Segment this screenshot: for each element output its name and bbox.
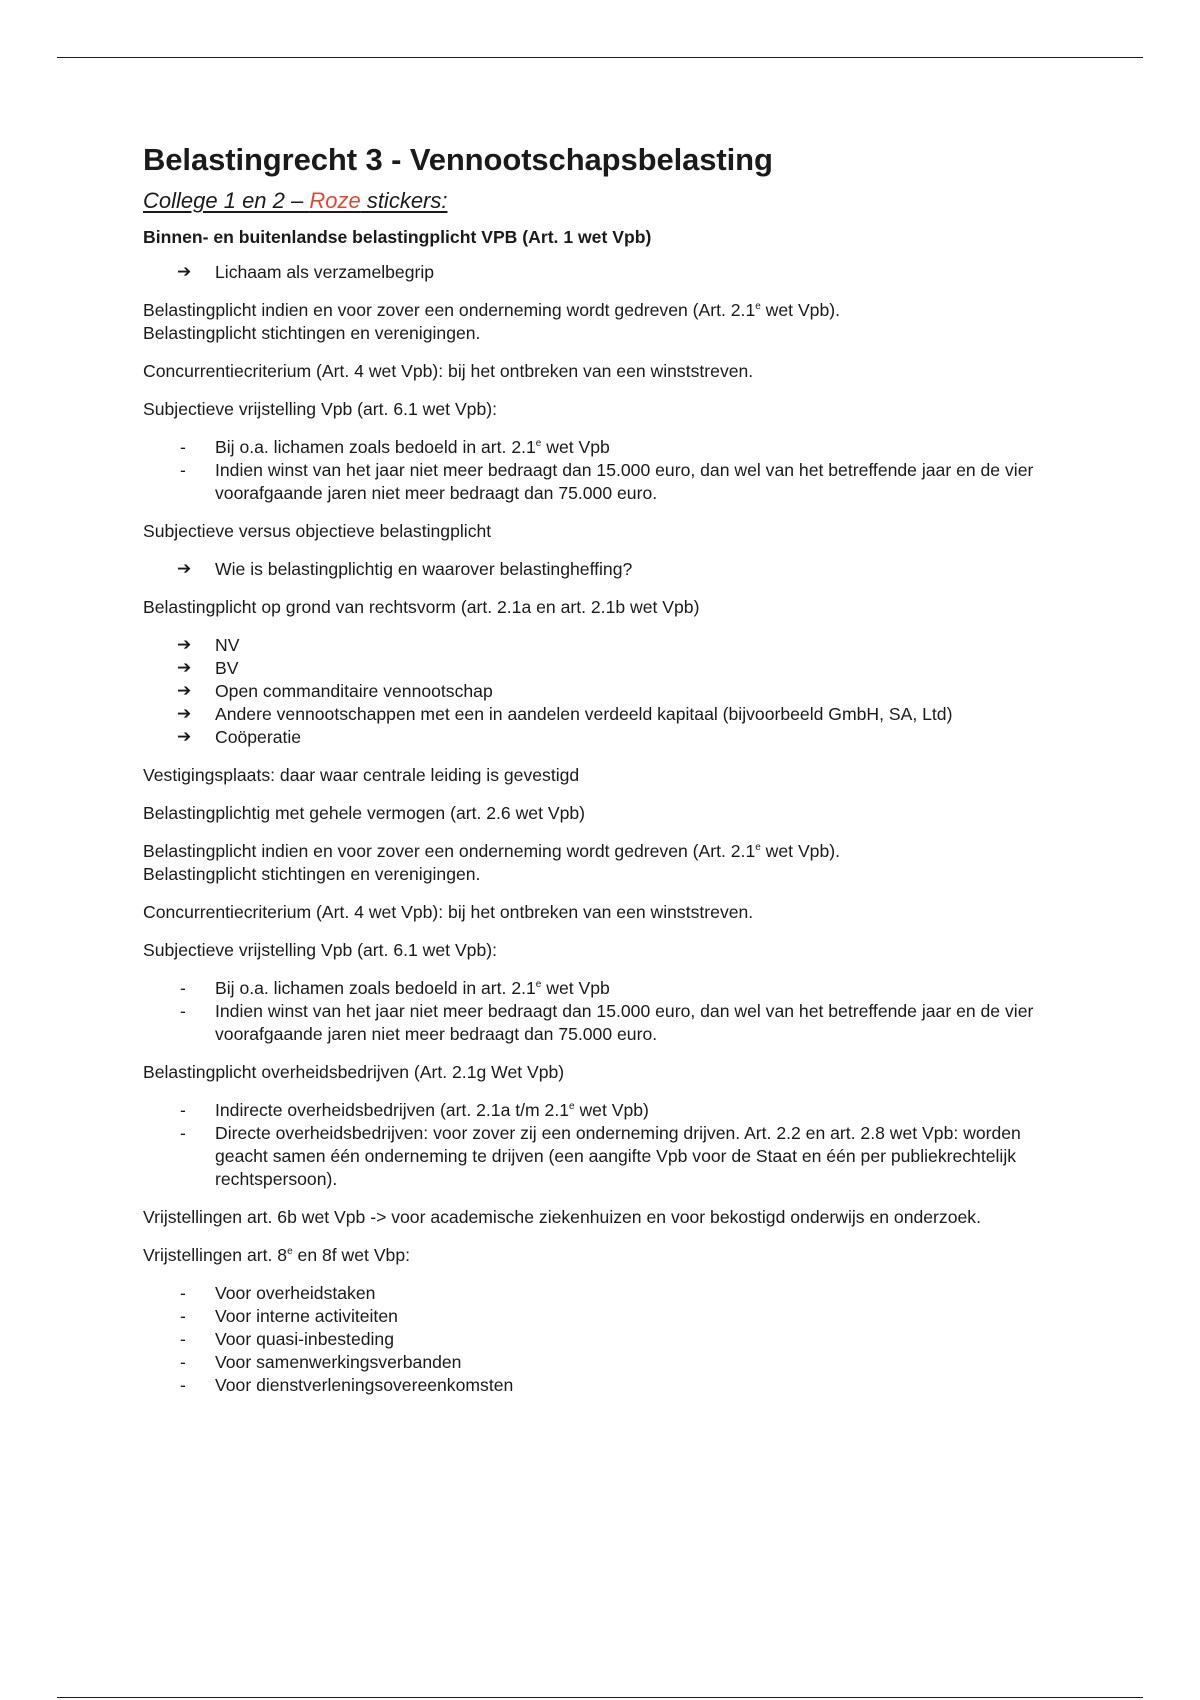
- dash-marker: -: [180, 1001, 186, 1021]
- list-item: ➔ Andere vennootschappen met een in aandelen verdeeld kapitaal (bijvoorbeeld GmbH, SA, Ltd): [177, 704, 953, 724]
- arrow-icon: ➔: [177, 727, 192, 747]
- subtitle-text-end: stickers:: [360, 188, 448, 213]
- list-item: ➔ Open commanditaire vennootschap: [177, 681, 493, 701]
- paragraph: Belastingplichtig met gehele vermogen (art. 2.6 wet Vpb): [143, 803, 586, 823]
- paragraph: Belastingplicht op grond van rechtsvorm (art. 2.1a en art. 2.1b wet Vpb): [143, 597, 700, 617]
- dash-marker: -: [180, 1283, 186, 1303]
- paragraph: Belastingplicht indien en voor zover een onderneming wordt gedreven (Art. 2.1e wet Vpb). Belastingplicht stichtingen en verenigingen.: [143, 300, 841, 343]
- list-item: - Voor interne activiteiten: [180, 1306, 398, 1326]
- paragraph: Subjectieve versus objectieve belastingplicht: [143, 521, 492, 541]
- page-title: Belastingrecht 3 - Vennootschapsbelasting: [143, 142, 773, 177]
- dash-list: [143, 436, 1043, 505]
- list-item: - Bij o.a. lichamen zoals bedoeld in art. 2.1e wet Vpb: [180, 437, 610, 457]
- arrow-icon: ➔: [177, 635, 192, 655]
- paragraph: Concurrentiecriterium (Art. 4 wet Vpb): bij het ontbreken van een winststreven.: [143, 361, 754, 381]
- arrow-icon: ➔: [177, 681, 192, 701]
- dash-marker: -: [180, 1329, 186, 1349]
- paragraph: Subjectieve vrijstelling Vpb (art. 6.1 wet Vpb):: [143, 940, 497, 960]
- dash-marker: -: [180, 460, 186, 480]
- arrow-icon: ➔: [177, 262, 192, 282]
- dash-list: [143, 1099, 1043, 1191]
- list-item: - Directe overheidsbedrijven: voor zover zij een onderneming drijven. Art. 2.2 en art. 2.8 wet Vpb: worden geacht samen één onderneming te drijven (een aangifte Vpb voor de Staat en één per publiekrechtelijk rechtspersoon).: [180, 1123, 1021, 1189]
- dash-marker: -: [180, 1306, 186, 1326]
- dash-list: [143, 977, 1043, 1046]
- section-heading: Binnen- en buitenlandse belastingplicht VPB (Art. 1 wet Vpb): [143, 227, 652, 247]
- list-item: ➔ BV: [177, 658, 239, 678]
- footer-rule: [57, 1697, 1143, 1698]
- document-body: [143, 138, 1043, 1412]
- dash-marker: -: [180, 1352, 186, 1372]
- arrow-icon: ➔: [177, 559, 192, 579]
- paragraph: Vrijstellingen art. 8e en 8f wet Vbp:: [143, 1245, 411, 1265]
- paragraph: Subjectieve vrijstelling Vpb (art. 6.1 wet Vpb):: [143, 399, 497, 419]
- subtitle: [143, 186, 1043, 216]
- list-item: ➔ Lichaam als verzamelbegrip: [177, 262, 435, 282]
- list-item: - Voor samenwerkingsverbanden: [180, 1352, 462, 1372]
- list-item: - Indirecte overheidsbedrijven (art. 2.1a t/m 2.1e wet Vpb): [180, 1100, 649, 1120]
- list-item: ➔ Wie is belastingplichtig en waarover belastingheffing?: [177, 559, 633, 579]
- list-item: - Voor quasi-inbesteding: [180, 1329, 394, 1349]
- dash-marker: -: [180, 437, 186, 457]
- paragraph: Vestigingsplaats: daar waar centrale leiding is gevestigd: [143, 765, 580, 785]
- paragraph: Vrijstellingen art. 6b wet Vpb -> voor academische ziekenhuizen en voor bekostigd onderwijs en onderzoek.: [143, 1207, 981, 1227]
- list-item: - Voor overheidstaken: [180, 1283, 376, 1303]
- paragraph: Belastingplicht overheidsbedrijven (Art. 2.1g Wet Vpb): [143, 1062, 565, 1082]
- dash-marker: -: [180, 1123, 186, 1143]
- list-item: - Voor dienstverleningsovereenkomsten: [180, 1375, 514, 1395]
- arrow-icon: ➔: [177, 658, 192, 678]
- list-item: ➔ NV: [177, 635, 240, 655]
- dash-list: [143, 1282, 1043, 1397]
- arrow-list: [143, 634, 1043, 749]
- paragraph: Concurrentiecriterium (Art. 4 wet Vpb): bij het ontbreken van een winststreven.: [143, 902, 754, 922]
- paragraph: Belastingplicht indien en voor zover een onderneming wordt gedreven (Art. 2.1e wet Vpb). Belastingplicht stichtingen en verenigingen.: [143, 841, 841, 884]
- dash-marker: -: [180, 1375, 186, 1395]
- list-item: - Indien winst van het jaar niet meer bedraagt dan 15.000 euro, dan wel van het betreffende jaar en de vier voorafgaande jaren niet meer bedraagt dan 75.000 euro.: [180, 460, 1034, 503]
- dash-marker: -: [180, 978, 186, 998]
- dash-marker: -: [180, 1100, 186, 1120]
- subtitle-highlight: Roze: [309, 188, 361, 213]
- list-item: ➔ Coöperatie: [177, 727, 302, 747]
- header-rule: [57, 57, 1143, 58]
- arrow-list: [143, 558, 1043, 581]
- subtitle-text: College 1 en 2 –: [143, 188, 310, 213]
- arrow-list: [143, 261, 1043, 284]
- list-item: - Indien winst van het jaar niet meer bedraagt dan 15.000 euro, dan wel van het betreffende jaar en de vier voorafgaande jaren niet meer bedraagt dan 75.000 euro.: [180, 1001, 1034, 1044]
- list-item: - Bij o.a. lichamen zoals bedoeld in art. 2.1e wet Vpb: [180, 978, 610, 998]
- arrow-icon: ➔: [177, 704, 192, 724]
